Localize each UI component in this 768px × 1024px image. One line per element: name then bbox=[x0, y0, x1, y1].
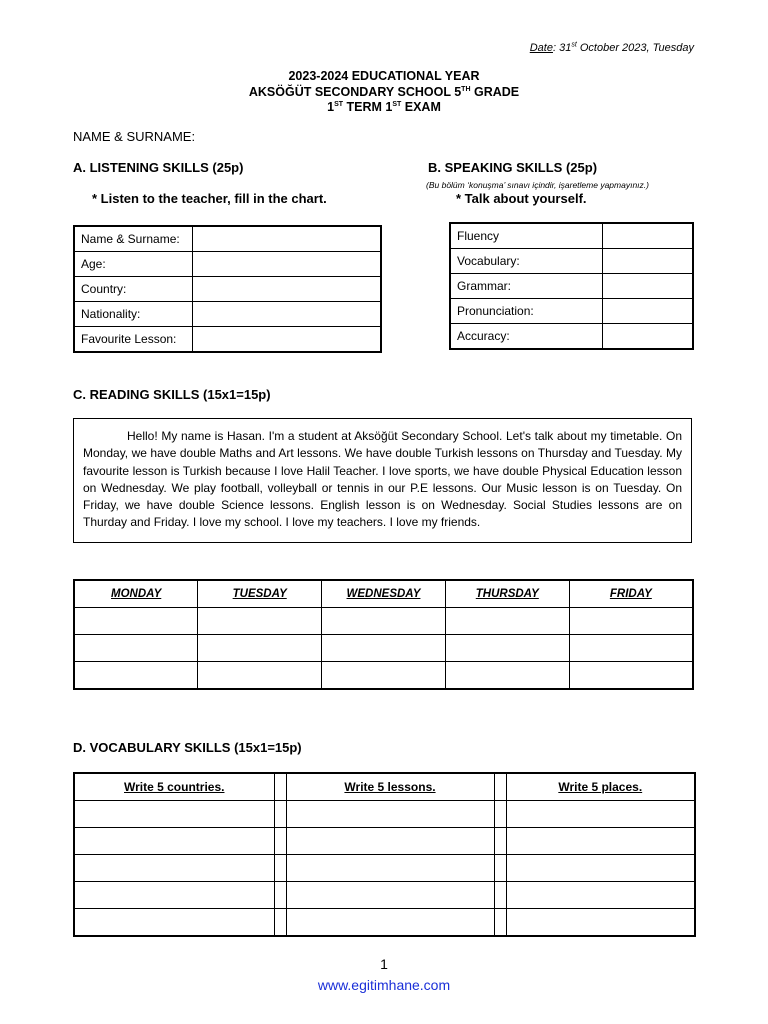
date-day: : 31 bbox=[552, 42, 572, 54]
listening-answer-cell[interactable] bbox=[193, 252, 382, 277]
spacer-cell bbox=[274, 882, 286, 909]
vocab-cell[interactable] bbox=[286, 909, 494, 937]
vocab-cell[interactable] bbox=[506, 909, 695, 937]
vocab-cell[interactable] bbox=[286, 855, 494, 882]
vocab-cell[interactable] bbox=[286, 882, 494, 909]
listening-label: Nationality: bbox=[74, 302, 193, 327]
spacer-cell bbox=[274, 909, 286, 937]
table-row bbox=[74, 801, 695, 828]
vocab-cell[interactable] bbox=[506, 801, 695, 828]
speaking-label: Accuracy: bbox=[450, 324, 603, 350]
vocab-header-countries: Write 5 countries. bbox=[74, 773, 274, 801]
spacer-cell bbox=[274, 801, 286, 828]
listening-answer-cell[interactable] bbox=[193, 277, 382, 302]
vocab-cell[interactable] bbox=[286, 828, 494, 855]
timetable-cell[interactable] bbox=[445, 608, 569, 635]
table-row bbox=[74, 855, 695, 882]
listening-label: Country: bbox=[74, 277, 193, 302]
header-line-1: 2023-2024 EDUCATIONAL YEAR bbox=[288, 69, 480, 83]
timetable-cell[interactable] bbox=[198, 635, 322, 662]
vocab-cell[interactable] bbox=[74, 855, 274, 882]
speaking-label: Grammar: bbox=[450, 274, 603, 299]
vocab-cell[interactable] bbox=[506, 828, 695, 855]
section-a-title: A. LISTENING SKILLS (25p) bbox=[73, 160, 244, 175]
page-number: 1 bbox=[380, 956, 388, 972]
speaking-score-cell[interactable] bbox=[603, 274, 694, 299]
table-row bbox=[74, 277, 381, 302]
spacer-cell bbox=[274, 855, 286, 882]
speaking-chart bbox=[449, 222, 694, 350]
header-line-3: 1ST TERM 1ST EXAM bbox=[327, 100, 441, 114]
speaking-label: Vocabulary: bbox=[450, 249, 603, 274]
section-b-instruction: * Talk about yourself. bbox=[456, 191, 587, 206]
listening-label: Name & Surname: bbox=[74, 226, 193, 252]
day-header: TUESDAY bbox=[198, 580, 322, 608]
vocab-cell[interactable] bbox=[74, 828, 274, 855]
vocab-cell[interactable] bbox=[74, 801, 274, 828]
header-line-2: AKSÖĞÜT SECONDARY SCHOOL 5TH GRADE bbox=[248, 84, 520, 99]
listening-label: Age: bbox=[74, 252, 193, 277]
vocab-header-lessons: Write 5 lessons. bbox=[286, 773, 494, 801]
vocab-cell[interactable] bbox=[74, 909, 274, 937]
table-row bbox=[450, 249, 693, 274]
listening-answer-cell[interactable] bbox=[193, 302, 382, 327]
speaking-label: Pronunciation: bbox=[450, 299, 603, 324]
vocab-cell[interactable] bbox=[506, 855, 695, 882]
speaking-score-cell[interactable] bbox=[603, 324, 694, 350]
timetable-cell[interactable] bbox=[569, 662, 693, 690]
timetable-cell[interactable] bbox=[569, 608, 693, 635]
table-row bbox=[450, 299, 693, 324]
table-row bbox=[450, 274, 693, 299]
vocabulary-chart bbox=[73, 772, 696, 937]
timetable-cell[interactable] bbox=[198, 662, 322, 690]
timetable-cell[interactable] bbox=[74, 635, 198, 662]
reading-passage bbox=[73, 418, 692, 543]
date-rest: October 2023, Tuesday bbox=[576, 42, 694, 54]
speaking-score-cell[interactable] bbox=[603, 249, 694, 274]
vocab-cell[interactable] bbox=[286, 801, 494, 828]
spacer-cell bbox=[494, 801, 506, 828]
spacer-cell bbox=[274, 773, 286, 801]
listening-answer-cell[interactable] bbox=[193, 226, 382, 252]
spacer-cell bbox=[494, 909, 506, 937]
day-header: WEDNESDAY bbox=[322, 580, 446, 608]
reading-text: Hello! My name is Hasan. I'm a student at Aksöğüt Secondary School. Let's talk about my timetable. On Monday, we have double Maths and Art lessons. We have double Turkish lessons on Thursday and Tuesday. My favourite lesson is Turkish because I love Halil Teacher. I love sports, we have double Physical Education lesson on Wednesday. We play football, volleyball or tennis in our P.E lessons. Our Music lesson is on Tuesday. On Friday, we have double Science lessons. English lesson is on Wednesday. Social Studies lessons are on Thurday and Friday. I love my school. I love my teachers. I love my friends. bbox=[83, 429, 682, 530]
table-header-row bbox=[74, 773, 695, 801]
date-label: Date bbox=[529, 42, 553, 54]
name-surname-label: NAME & SURNAME: bbox=[73, 129, 196, 144]
section-c-title: C. READING SKILLS (15x1=15p) bbox=[73, 387, 271, 402]
timetable-cell[interactable] bbox=[322, 608, 446, 635]
table-row bbox=[74, 302, 381, 327]
timetable-chart bbox=[73, 579, 694, 690]
table-header-row bbox=[74, 580, 693, 608]
vocab-header-places: Write 5 places. bbox=[506, 773, 695, 801]
day-header: THURSDAY bbox=[445, 580, 569, 608]
timetable-cell[interactable] bbox=[322, 662, 446, 690]
speaking-score-cell[interactable] bbox=[603, 299, 694, 324]
exam-date bbox=[530, 42, 694, 54]
timetable-cell[interactable] bbox=[198, 608, 322, 635]
spacer-cell bbox=[494, 828, 506, 855]
spacer-cell bbox=[494, 773, 506, 801]
speaking-label: Fluency bbox=[450, 223, 603, 249]
spacer-cell bbox=[274, 828, 286, 855]
table-row bbox=[74, 635, 693, 662]
exam-header bbox=[0, 69, 768, 116]
table-row bbox=[450, 223, 693, 249]
section-d-title: D. VOCABULARY SKILLS (15x1=15p) bbox=[73, 740, 302, 755]
day-header: FRIDAY bbox=[569, 580, 693, 608]
timetable-cell[interactable] bbox=[74, 608, 198, 635]
table-row bbox=[74, 252, 381, 277]
listening-label: Favourite Lesson: bbox=[74, 327, 193, 353]
timetable-cell[interactable] bbox=[569, 635, 693, 662]
timetable-cell[interactable] bbox=[445, 662, 569, 690]
table-row bbox=[450, 324, 693, 350]
timetable-cell[interactable] bbox=[322, 635, 446, 662]
spacer-cell bbox=[494, 882, 506, 909]
speaking-score-cell[interactable] bbox=[603, 223, 694, 249]
timetable-cell[interactable] bbox=[445, 635, 569, 662]
section-b-title: B. SPEAKING SKILLS (25p) bbox=[428, 160, 598, 175]
website-link[interactable]: www.egitimhane.com bbox=[317, 977, 451, 993]
table-row bbox=[74, 828, 695, 855]
table-row bbox=[74, 327, 381, 353]
timetable-cell[interactable] bbox=[74, 662, 198, 690]
spacer-cell bbox=[494, 855, 506, 882]
table-row bbox=[74, 662, 693, 690]
vocab-cell[interactable] bbox=[74, 882, 274, 909]
section-b-note: (Bu bölüm ‘konuşma’ sınavı içindir, işaretleme yapmayınız.) bbox=[426, 180, 649, 190]
vocab-cell[interactable] bbox=[506, 882, 695, 909]
table-row bbox=[74, 909, 695, 937]
day-header: MONDAY bbox=[74, 580, 198, 608]
section-a-instruction: * Listen to the teacher, fill in the chart. bbox=[92, 191, 327, 206]
listening-chart bbox=[73, 225, 382, 353]
date-suffix: st bbox=[571, 41, 577, 49]
table-row bbox=[74, 882, 695, 909]
table-row bbox=[74, 608, 693, 635]
listening-answer-cell[interactable] bbox=[193, 327, 382, 353]
table-row bbox=[74, 226, 381, 252]
